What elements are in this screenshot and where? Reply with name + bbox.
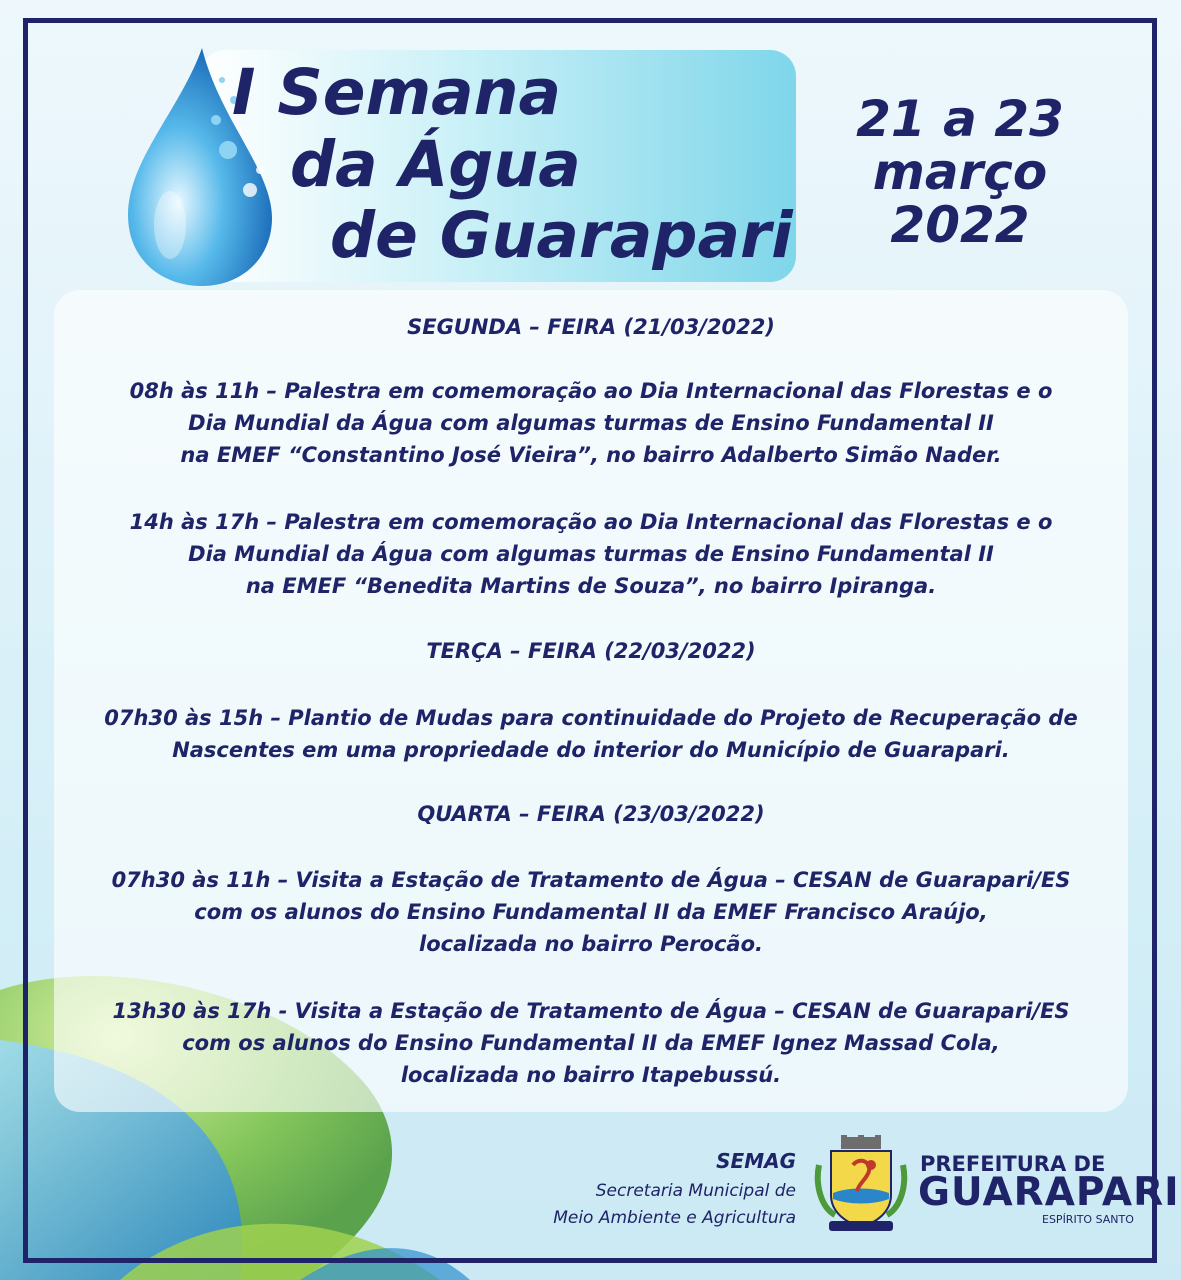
semag-title: SEMAG [716, 1149, 796, 1173]
day1-event2-line3: na EMEF “Benedita Martins de Souza”, no bairro Ipiranga. [245, 574, 937, 598]
event-title-line1: I Semana [232, 56, 561, 129]
event-date-month: março [872, 143, 1048, 201]
state-label: ESPÍRITO SANTO [1042, 1213, 1134, 1226]
day1-event2-line2: Dia Mundial da Água com algumas turmas de Ensino Fundamental II [188, 542, 994, 566]
guarapari-logo-text: GUARAPARI [918, 1170, 1180, 1215]
day2-event1-line2: Nascentes em uma propriedade do interior do Município de Guarapari. [172, 738, 1010, 762]
semag-subtitle-line1: Secretaria Municipal de [595, 1181, 796, 1201]
day3-event2-line3: localizada no bairro Itapebussú. [400, 1063, 782, 1087]
event-title-line2: da Água [290, 128, 581, 201]
day3-event1-line3: localizada no bairro Perocão. [419, 932, 763, 956]
event-title-line3: de Guarapari [330, 199, 793, 272]
day3-event2-line2: com os alunos do Ensino Fundamental II da EMEF Ignez Massad Cola, [182, 1031, 1000, 1055]
day1-event1-line2: Dia Mundial da Água com algumas turmas de Ensino Fundamental II [188, 411, 994, 435]
day1-event1-line3: na EMEF “Constantino José Vieira”, no bairro Adalberto Simão Nader. [180, 443, 1002, 467]
day3-event1-line1: 07h30 às 11h – Visita a Estação de Tratamento de Água – CESAN de Guarapari/ES [111, 868, 1071, 892]
day2-heading: TERÇA – FEIRA (22/03/2022) [426, 639, 756, 663]
day3-heading: QUARTA – FEIRA (23/03/2022) [417, 802, 765, 826]
event-date-year: 2022 [890, 196, 1030, 254]
day2-event1-line1: 07h30 às 15h – Plantio de Mudas para continuidade do Projeto de Recuperação de [104, 706, 1078, 730]
day3-event2-line1: 13h30 às 17h - Visita a Estação de Tratamento de Água – CESAN de Guarapari/ES [112, 999, 1070, 1023]
semag-subtitle-line2: Meio Ambiente e Agricultura [553, 1208, 796, 1228]
event-date-days: 21 a 23 [856, 90, 1064, 148]
day1-event1-line1: 08h às 11h – Palestra em comemoração ao Dia Internacional das Florestas e o [129, 379, 1053, 403]
day1-event2-line1: 14h às 17h – Palestra em comemoração ao Dia Internacional das Florestas e o [129, 510, 1053, 534]
municipal-crest-icon [813, 1135, 909, 1235]
day1-heading: SEGUNDA – FEIRA (21/03/2022) [407, 315, 775, 339]
prefeitura-label: PREFEITURA DE [920, 1152, 1106, 1176]
day3-event1-line2: com os alunos do Ensino Fundamental II da EMEF Francisco Araújo, [194, 900, 988, 924]
